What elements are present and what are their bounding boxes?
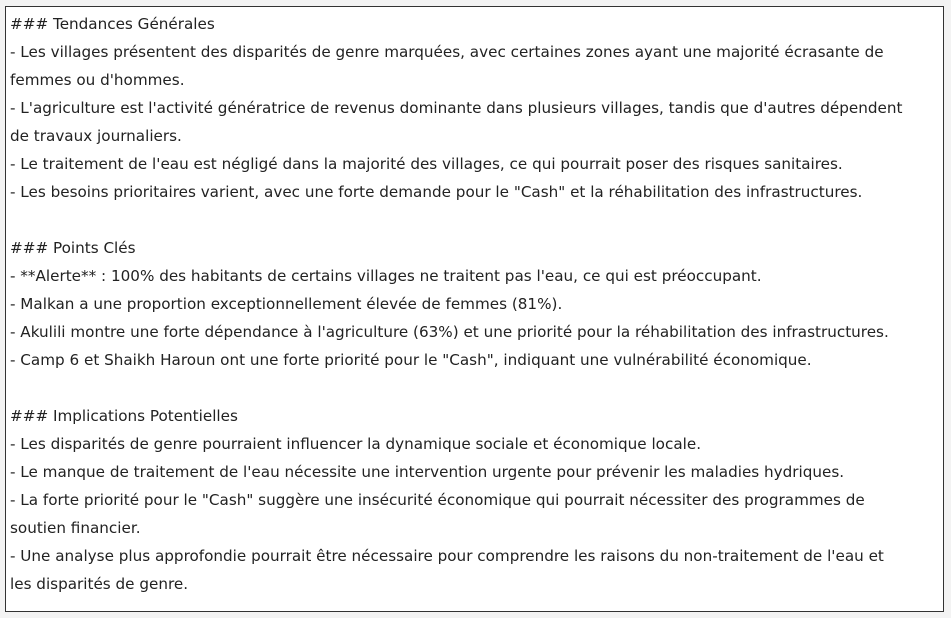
text-line: les disparités de genre. [10,575,189,593]
text-line: - La forte priorité pour le "Cash" suggère une insécurité économique qui pourrait nécessiter des programmes de [10,491,865,509]
blank-line [10,206,943,234]
text-line: - Une analyse plus approfondie pourrait être nécessaire pour comprendre les raisons du non-traitement de l'eau et [10,547,884,565]
text-line: de travaux journaliers. [10,127,182,145]
section-heading: ### Tendances Générales [10,15,215,33]
text-line: - Akulili montre une forte dépendance à l'agriculture (63%) et une priorité pour la réhabilitation des infrastructures. [10,323,889,341]
text-line: - L'agriculture est l'activité génératrice de revenus dominante dans plusieurs villages, tandis que d'autres dépendent [10,99,903,117]
text-line: - Camp 6 et Shaikh Haroun ont une forte priorité pour le "Cash", indiquant une vulnérabilité économique. [10,351,812,369]
text-line: - Le manque de traitement de l'eau nécessite une intervention urgente pour prévenir les maladies hydriques. [10,463,845,481]
section-heading: ### Implications Potentielles [10,407,238,425]
text-line: - Le traitement de l'eau est négligé dans la majorité des villages, ce qui pourrait poser des risques sanitaires. [10,155,843,173]
blank-line [10,374,943,402]
text-line: - **Alerte** : 100% des habitants de certains villages ne traitent pas l'eau, ce qui est préoccupant. [10,267,762,285]
text-line: - Les disparités de genre pourraient influencer la dynamique sociale et économique locale. [10,435,702,453]
text-line: - Malkan a une proportion exceptionnellement élevée de femmes (81%). [10,295,563,313]
text-line: soutien financier. [10,519,141,537]
text-line: - Les besoins prioritaires varient, avec une forte demande pour le "Cash" et la réhabilitation des infrastructures. [10,183,863,201]
text-line: - Les villages présentent des disparités de genre marquées, avec certaines zones ayant une majorité écrasante de [10,43,884,61]
section-heading: ### Points Clés [10,239,136,257]
text-line: femmes ou d'hommes. [10,71,185,89]
text-output-panel [5,6,944,612]
